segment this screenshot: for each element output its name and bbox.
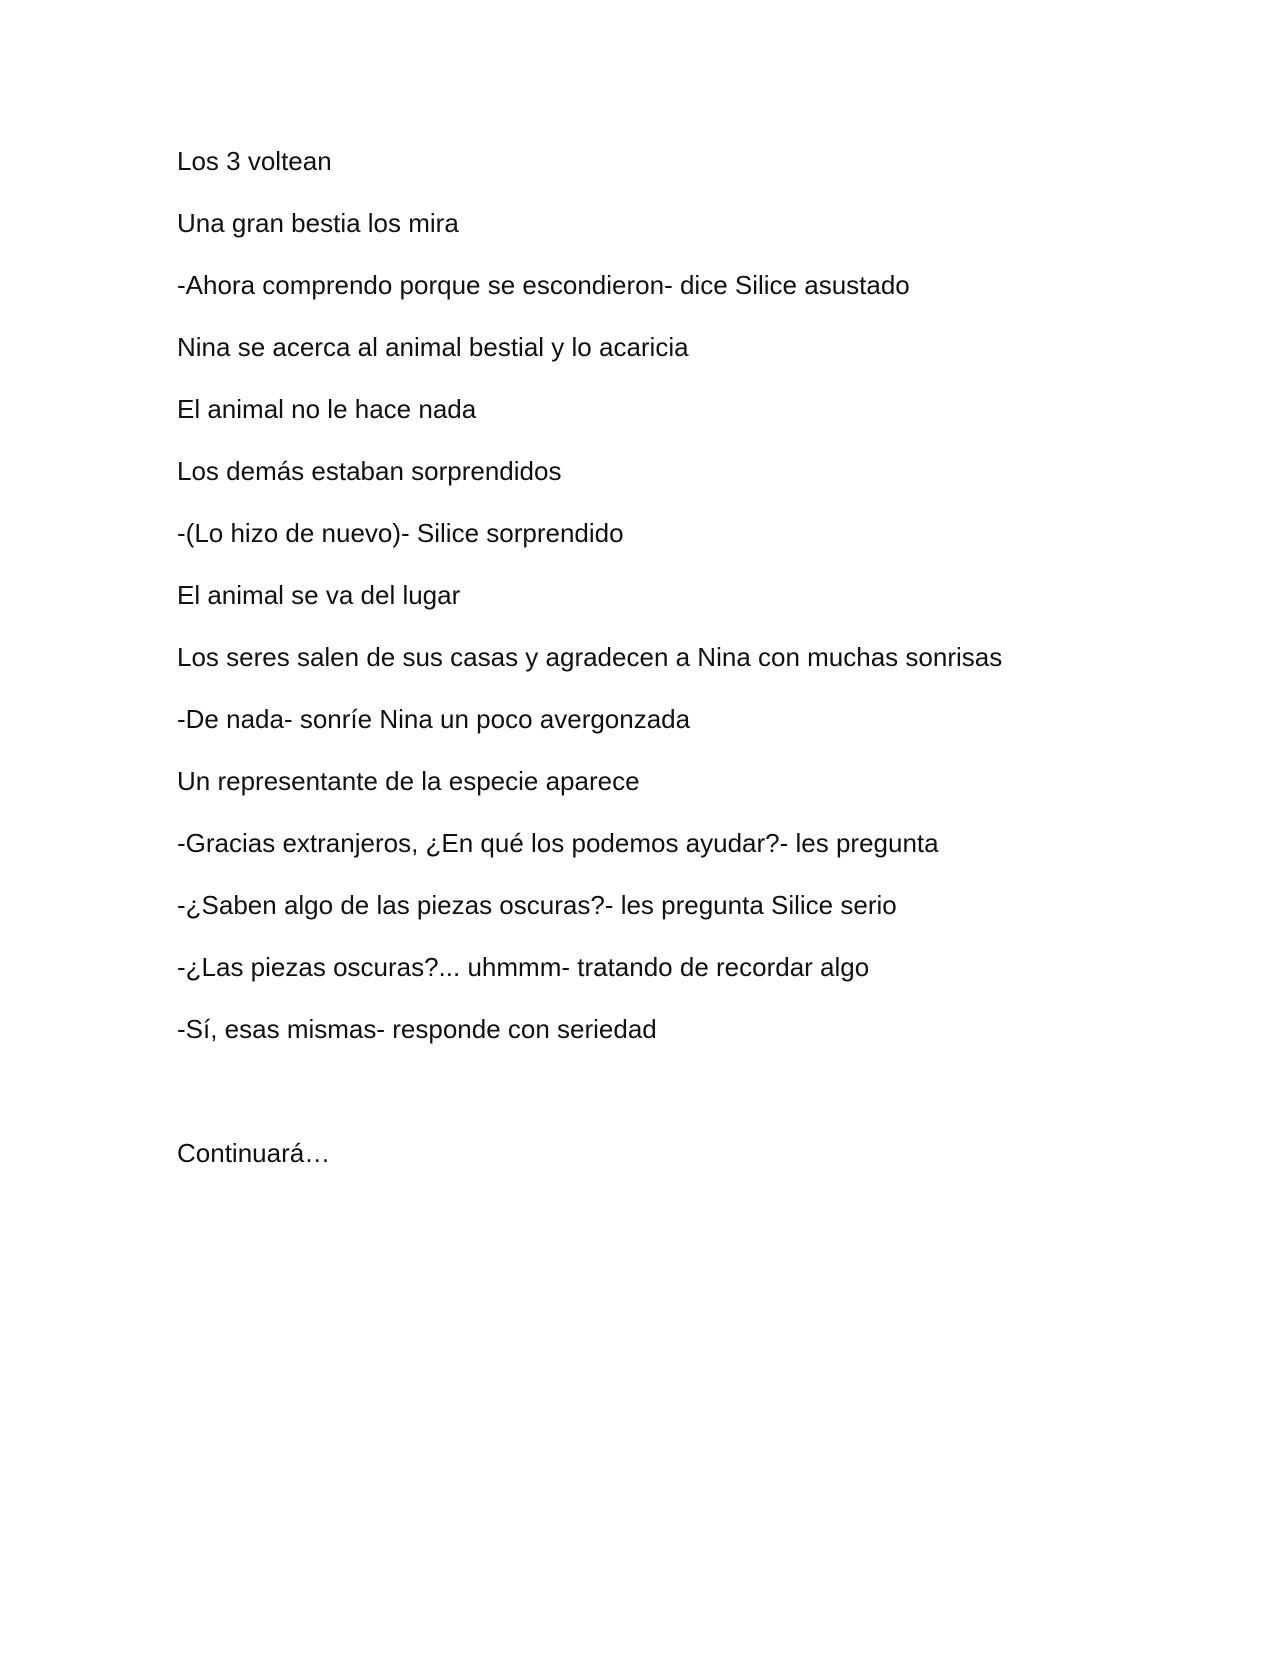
paragraph: El animal se va del lugar [177, 580, 461, 610]
blank-line [177, 1074, 1137, 1136]
paragraph: Una gran bestia los mira [177, 208, 459, 238]
paragraph: -¿Las piezas oscuras?... uhmmm- tratando de recordar algo [177, 952, 870, 982]
paragraph: El animal no le hace nada [177, 394, 477, 424]
paragraph: -Sí, esas mismas- responde con seriedad [177, 1014, 657, 1044]
paragraph: Los seres salen de sus casas y agradecen a Nina con muchas sonrisas [177, 642, 1003, 672]
closing-text: Continuará… [177, 1138, 331, 1168]
paragraph: Un representante de la especie aparece [177, 766, 640, 796]
paragraph: Los demás estaban sorprendidos [177, 456, 562, 486]
paragraph: -¿Saben algo de las piezas oscuras?- les pregunta Silice serio [177, 890, 897, 920]
paragraph: Los 3 voltean [177, 146, 332, 176]
paragraph: Nina se acerca al animal bestial y lo acaricia [177, 332, 689, 362]
paragraph: -Gracias extranjeros, ¿En qué los podemos ayudar?- les pregunta [177, 828, 939, 858]
document-body [177, 144, 1137, 1170]
paragraph: -De nada- sonríe Nina un poco avergonzada [177, 704, 691, 734]
paragraph: -(Lo hizo de nuevo)- Silice sorprendido [177, 518, 624, 548]
paragraph: -Ahora comprendo porque se escondieron- dice Silice asustado [177, 270, 910, 300]
